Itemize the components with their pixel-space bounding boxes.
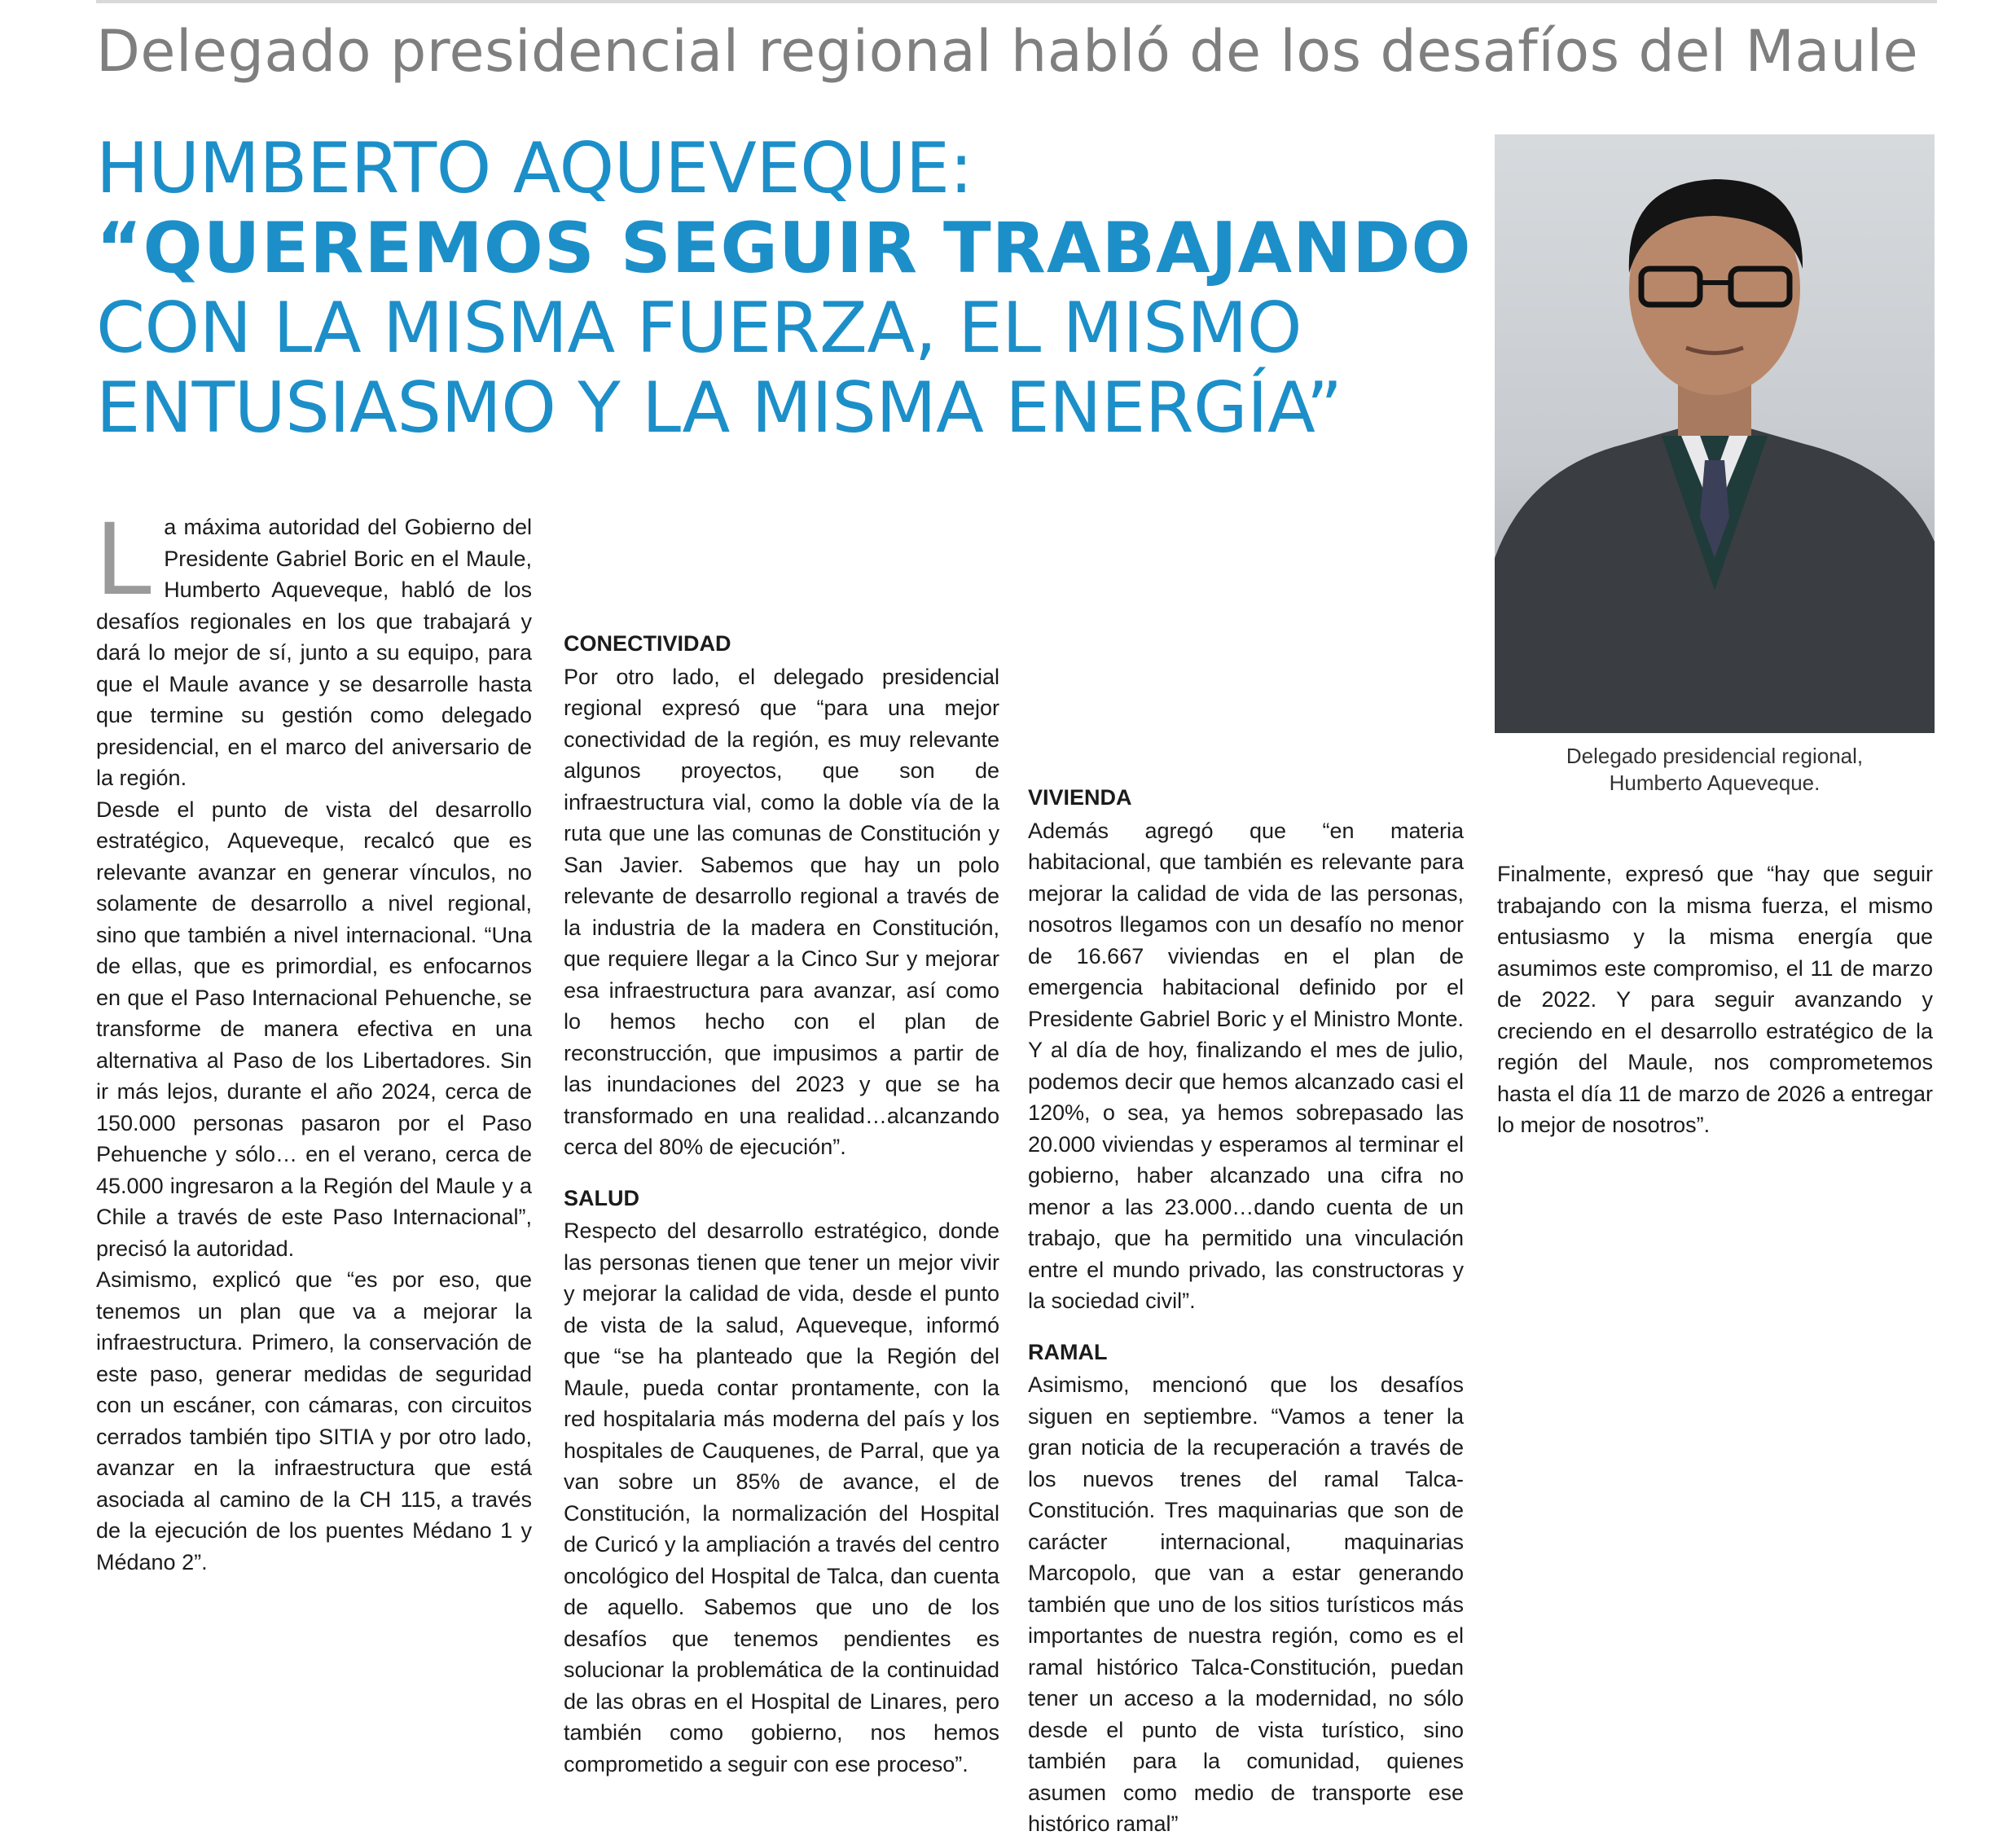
portrait-photo (1495, 134, 1935, 733)
section-heading-ramal: RAMAL (1028, 1339, 1108, 1364)
body-paragraph: Finalmente, expresó que “hay que seguir trabajando con la misma fuerza, el mismo entusiasmo y la misma energía que asumimos este compromiso, el 11 de marzo de 2022. Y para seguir avanzando y creciendo en el desarrollo estratégico de la región del Maule, nos comprometemos hasta el día 11 de marzo de 2026 a entregar lo mejor de nosotros”. (1497, 862, 1933, 1137)
photo-caption (1495, 743, 1935, 797)
lead-text: a máxima autoridad del Gobierno del Presidente Gabriel Boric en el Maule, Humberto Aqueveque, habló de los desafíos regionales en los que trabajará y dará lo mejor de sí, junto a su equipo, para que el Maule avance y se desarrolle hasta que termine su gestión como delegado presidencial, en el marco del aniversario de la región. (96, 515, 532, 790)
headline-line-2: “QUEREMOS SEGUIR TRABAJANDO (96, 208, 1472, 289)
section-heading-vivienda: VIVIENDA (1028, 785, 1132, 810)
body-paragraph: Asimismo, explicó que “es por eso, que tenemos un plan que va a mejorar la infraestructura. Primero, la conservación de este paso, generar medidas de seguridad con un escáner, con cámaras, con circuitos cerrados también tipo SITIA y por otro lado, avanzar en la infraestructura que está asociada al camino de la CH 115, a través de la ejecución de los puentes Médano 1 y Médano 2”. (96, 1267, 532, 1574)
body-paragraph: Por otro lado, el delegado presidencial regional expresó que “para una mejor conectividad de la región, es muy relevante algunos proyectos, que son de infraestructura vial, como la doble vía de la ruta que une las comunas de Constitución y San Javier. Sabemos que hay un polo relevante de desarrollo regional a través de la industria de la madera en Constitución, que requiere llegar a la Cinco Sur y mejorar esa infraestructura para avanzar, así como lo hemos hecho con el plan de reconstrucción, que impusimos a partir de las inundaciones del 2023 y que se ha transformado en una realidad…alcanzando cerca del 80% de ejecución”. (564, 664, 999, 1159)
headline-line-1: HUMBERTO AQUEVEQUE: (96, 128, 973, 209)
article-column-2 (564, 512, 999, 1776)
caption-line-2: Humberto Aqueveque. (1609, 771, 1821, 795)
body-paragraph-continued (1028, 512, 1464, 762)
headline (96, 129, 1481, 448)
article-column-3 (1028, 512, 1464, 1836)
portrait-illustration (1495, 134, 1935, 733)
article-column-1 (96, 500, 532, 1578)
top-rule (96, 0, 1937, 3)
body-paragraph: Desde el punto de vista del desarrollo estratégico, Aqueveque, recalcó que es relevante avanzar en generar vínculos, no solamente de desarrollo a nivel regional, sino que también a nivel internacional. “Una de ellas, que es primordial, es enfocarnos en que el Paso Internacional Pehuenche, se transforme de manera efectiva en una alternativa al Paso de los Libertadores. Sin ir más lejos, durante el año 2024, cerca de 150.000 personas pasaron por el Paso Pehuenche y sólo… en el verano, cerca de 45.000 ingresaron a la Región del Maule y a Chile a través de este Paso Internacional”, precisó la autoridad. (96, 797, 532, 1261)
headline-line-3: CON LA MISMA FUERZA, EL MISMO (96, 288, 1302, 369)
section-heading-salud: SALUD (564, 1185, 639, 1210)
body-paragraph: Respecto del desarrollo estratégico, donde las personas tienen que tener un mejor vivir y mejorar la calidad de vida, desde el punto de vista de la salud, Aqueveque, informó que “se ha planteado que la Región del Maule, pueda contar prontamente, con la red hospitalaria más moderna del país y los hospitales de Cauquenes, de Parral, que ya van sobre un 85% de avance, el de Constitución, la normalización del Hospital de Curicó y la ampliación a través del centro oncológico del Hospital de Talca, dan cuenta de aquello. Sabemos que uno de los desafíos que tenemos pendientes es solucionar la problemática de la continuidad de las obras en el Hospital de Linares, pero también como gobierno, nos hemos comprometido a seguir con ese proceso”. (564, 1219, 999, 1776)
drop-cap: L (96, 500, 155, 617)
body-paragraph (96, 500, 532, 794)
body-paragraph: Asimismo, mencionó que los desafíos siguen en septiembre. “Vamos a tener la gran noticia de la recuperación a través de los nuevos trenes del ramal Talca-Constitución. Tres maquinarias que son de carácter internacional, maquinarias Marcopolo, que van a estar generando también que uno de los sitios turísticos más importantes de nuestra región, como es el ramal histórico Talca-Constitución, puedan tener un acceso a la modernidad, no sólo desde el punto de vista turístico, sino también para la comunidad, quienes asumen como medio de transporte ese histórico ramal” (1028, 1372, 1464, 1836)
article-column-4 (1497, 859, 1933, 1141)
headline-line-4: ENTUSIASMO Y LA MISMA ENERGÍA” (96, 367, 1342, 449)
section-heading-conectividad: CONECTIVIDAD (564, 631, 731, 656)
body-paragraph: Además agregó que “en materia habitacional, que también es relevante para mejorar la calidad de vida de las personas, nosotros llegamos con un desafío no menor de 16.667 viviendas en el plan de emergencia habitacional definido por el Presidente Gabriel Boric y el Ministro Monte. Y al día de hoy, finalizando el mes de julio, podemos decir que hemos alcanzado casi el 120%, o sea, ya hemos sobrepasado las 20.000 viviendas y esperamos al terminar el gobierno, haber alcanzado una cifra no menor a las 23.000…dando cuenta de un trabajo, que ha permitido una vinculación entre el mundo privado, las constructoras y la sociedad civil”. (1028, 818, 1464, 1313)
caption-line-1: Delegado presidencial regional, (1566, 744, 1864, 768)
kicker-subtitle: Delegado presidencial regional habló de los desafíos del Maule (96, 18, 1919, 85)
